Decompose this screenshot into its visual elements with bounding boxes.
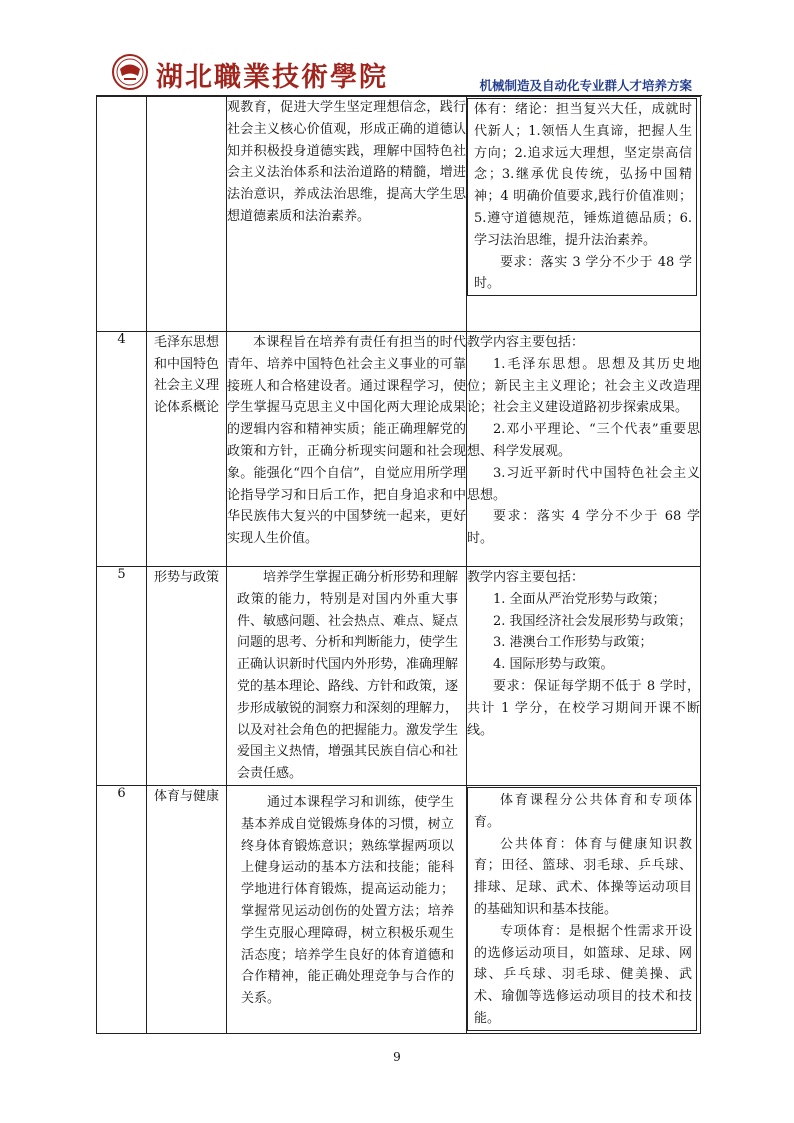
course-goal <box>227 97 467 332</box>
course-goal <box>227 332 467 567</box>
goal-text: 本课程旨在培养有责任有担当的时代青年、培养中国特色社会主义事业的可靠接班人和合格建设者。通过课程学习，使学生掌握马克思主义中国化两大理论成果的逻辑内容和精神实质；能正确理解党的政策和方针，正确分析现实问题和社会现象。能强化“四个自信”，自觉应用所学理论指导学习和日后工作，把自身追求和中华民族伟大复兴的中国梦统一起来，更好实现人生价值。 <box>227 335 466 547</box>
content-text: 教学内容主要包括： <box>467 335 585 350</box>
content-text: 4. 国际形势与政策。 <box>493 657 614 673</box>
course-content <box>467 332 701 567</box>
content-box <box>467 787 697 1031</box>
content-text: 1. 全面从严治党形势与政策； <box>493 591 666 607</box>
course-name: 毛泽东思想和中国特色社会主义理论体系概论 <box>147 332 227 567</box>
course-name <box>147 97 227 332</box>
course-content <box>467 567 701 786</box>
page-number: 9 <box>393 1050 401 1064</box>
course-name: 形势与政策 <box>147 567 227 786</box>
goal-text: 观教育，促进大学生坚定理想信念，践行社会主义核心价值观，形成正确的道德认知并积极投身道德实践，理解中国特色社会主义法治体系和法治道路的精髓，增进法治意识，养成法治思维，提高大学生思想道德素质和法治素养。 <box>227 100 466 224</box>
content-text: 2.邓小平理论、“三个代表”重要思想、科学发展观。 <box>467 422 700 459</box>
content-requirement: 要求：保证每学期不低于 8 学时，共计 1 学分，在校学习期间开课不断线。 <box>467 678 700 738</box>
school-name: 湖北職業技術學院 <box>156 62 388 93</box>
course-name: 体育与健康 <box>147 785 227 1033</box>
content-requirement: 要求：落实 3 学分不少于 48 学时。 <box>474 254 692 292</box>
course-number: 4 <box>97 332 147 567</box>
program-title: 机械制造及自动化专业群人才培养方案 <box>479 78 692 93</box>
school-logo-icon <box>112 54 148 90</box>
table-row <box>97 332 701 567</box>
table-row <box>97 785 701 1033</box>
content-text: 专项体育：是根据个性需求开设的选修运动项目，如篮球、足球、网球、乒乓球、羽毛球、健美操、武术、瑜伽等选修运动项目的技术和技能。 <box>474 923 692 1026</box>
content-text: 公共体育：体育与健康知识教育；田径、篮球、羽毛球、乒乓球、排球、足球、武术、体操等运动项目的基础知识和基本技能。 <box>474 836 692 917</box>
content-text: 教学内容主要包括： <box>467 570 585 585</box>
course-table <box>96 96 701 1034</box>
table-row <box>97 97 701 332</box>
content-text: 1.毛泽东思想。思想及其历史地位；新民主主义理论；社会主义改造理论；社会主义建设道路初步探索成果。 <box>467 356 700 416</box>
content-box <box>467 98 697 296</box>
course-number: 5 <box>97 567 147 786</box>
course-number <box>97 97 147 332</box>
table-row <box>97 567 701 786</box>
content-text: 2. 我国经济社会发展形势与政策； <box>493 613 692 629</box>
course-number: 6 <box>97 785 147 1033</box>
content-text: 体育课程分公共体育和专项体育。 <box>474 792 692 830</box>
course-goal <box>227 785 467 1033</box>
course-content <box>467 785 701 1033</box>
page-header <box>96 52 702 94</box>
goal-text: 培养学生掌握正确分析形势和理解政策的能力，特别是对国内外重大事件、敏感问题、社会热点、难点、疑点问题的思考、分析和判断能力，使学生正确认识新时代国内外形势，准确理解党的基本理论、路线、方针和政策，逐步形成敏锐的洞察力和深刻的理解力，以及对社会角色的把握能力。激发学生爱国主义热情，增强其民族自信心和社会责任感。 <box>237 570 459 782</box>
content-text: 3. 港澳台工作形势与政策； <box>493 635 653 651</box>
course-content <box>467 97 701 332</box>
course-goal <box>227 567 467 786</box>
content-text: 3.习近平新时代中国特色社会主义思想。 <box>467 465 700 503</box>
goal-text: 通过本课程学习和训练，使学生基本养成自觉锻炼身体的习惯，树立终身体育锻炼意识；熟练掌握两项以上健身运动的基本方法和技能；能科学地进行体育锻炼，提高运动能力；掌握常见运动创伤的处置方法；培养学生克服心理障碍，树立积极乐观生活态度；培养学生良好的体育道德和合作精神，能正确处理竞争与合作的关系。 <box>241 794 454 1007</box>
content-requirement: 要求：落实 4 学分不少于 68 学时。 <box>467 509 700 547</box>
content-text: 体有：绪论：担当复兴大任，成就时代新人；1.领悟人生真谛，把握人生方向；2.追求远大理想，坚定崇高信念；3.继承优良传统，弘扬中国精神；4 明确价值要求,践行价值准则；5.遵守道德规范，锤炼道德品质；6.学习法治思维，提升法治素养。 <box>474 102 692 248</box>
